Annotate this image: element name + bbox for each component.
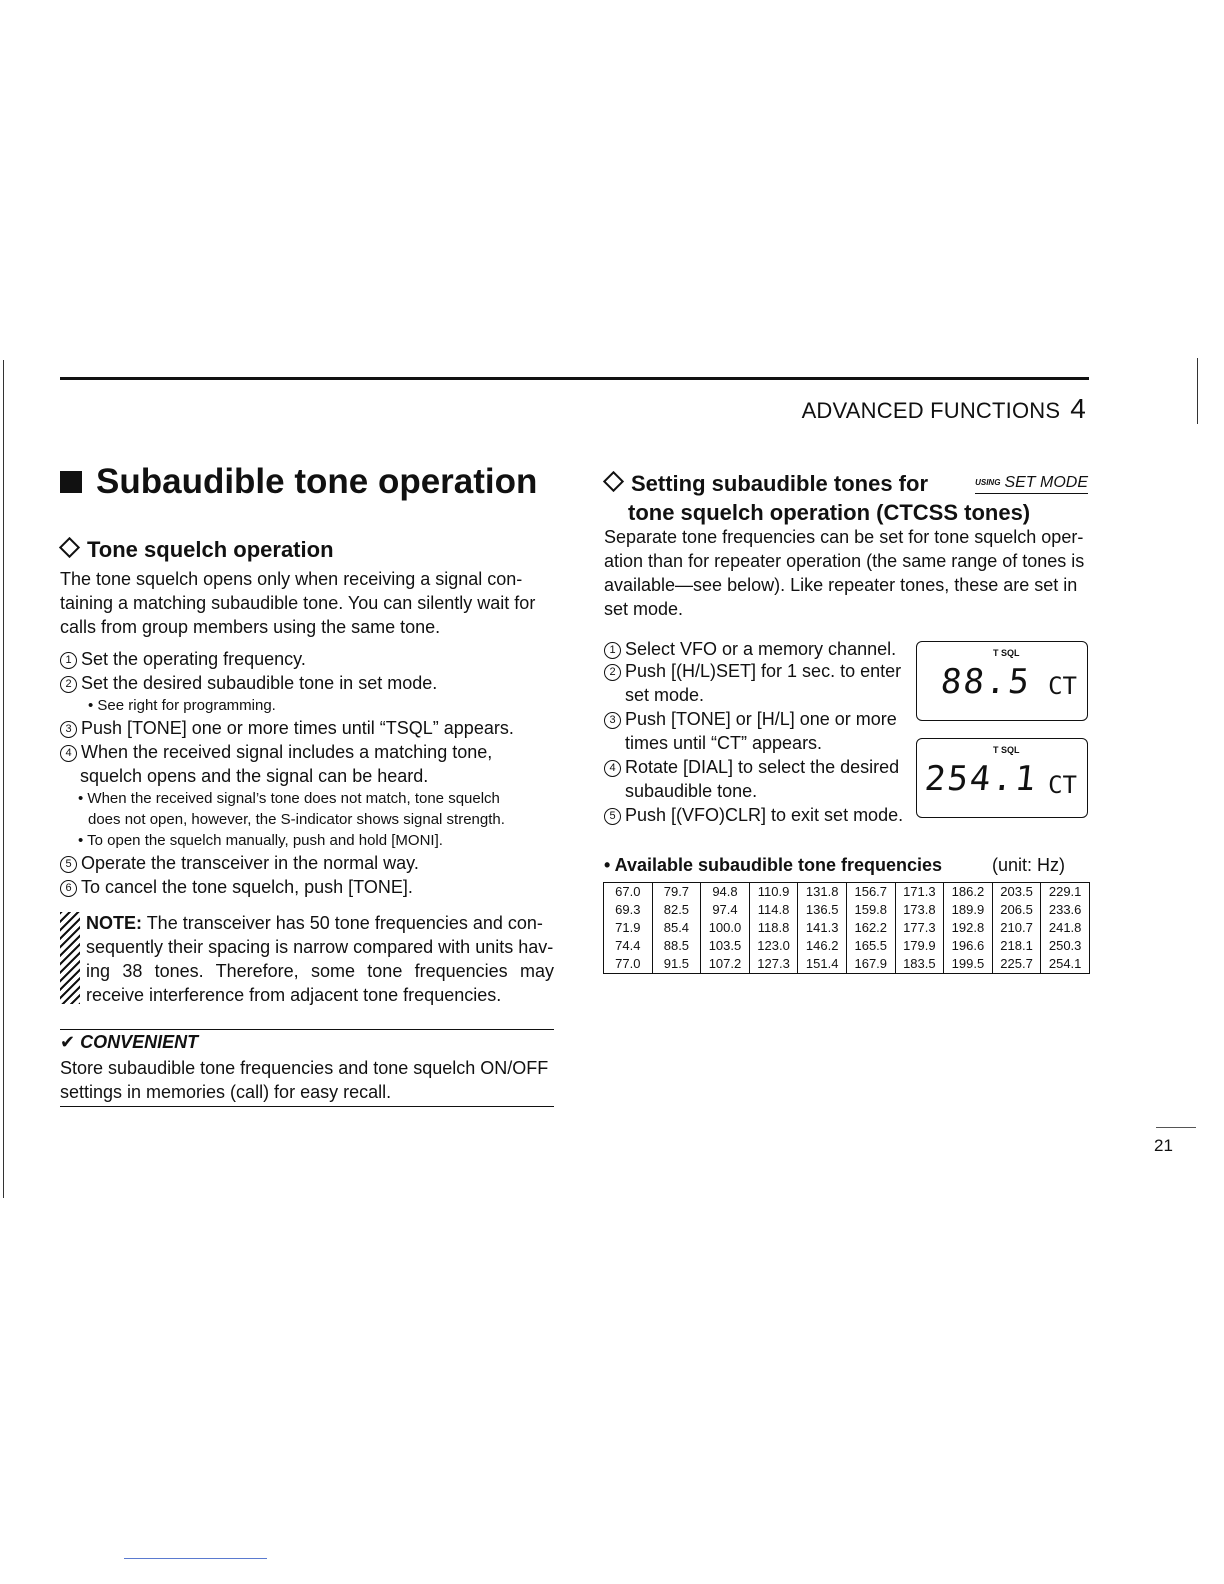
lcd-display-2 [916, 738, 1088, 818]
table-cell: 141.3 [798, 919, 847, 937]
table-cell: 167.9 [846, 955, 895, 974]
table-cell: 192.8 [944, 919, 993, 937]
tone-squelch-section [60, 537, 552, 899]
step-text: Push [(VFO)CLR] to exit set mode. [625, 805, 904, 825]
step-text: Push [TONE] or [H/L] one or more [625, 709, 897, 729]
step-text-cont: set mode. [625, 685, 705, 705]
table-cell: 218.1 [992, 937, 1041, 955]
setting-step [604, 659, 904, 683]
table-cell: 196.6 [944, 937, 993, 955]
step-number: 2 [60, 676, 77, 693]
step-bullet: • To open the squelch manually, push and hold [MONI]. [78, 832, 443, 849]
note-hatch-icon [60, 912, 80, 1004]
step-text: Operate the transceiver in the normal way. [81, 853, 419, 873]
step-number: 2 [604, 664, 621, 681]
page-number: 21 [1154, 1136, 1173, 1155]
table-cell: 74.4 [604, 937, 653, 955]
step-bullet: does not open, however, the S-indicator shows signal strength. [88, 811, 505, 828]
step-text: Push [TONE] one or more times until “TSQL” appears. [81, 718, 514, 738]
note-line [86, 911, 554, 935]
setting-step [604, 803, 904, 827]
set-mode-tag [975, 474, 1088, 494]
diamond-icon [59, 537, 80, 558]
step-item [60, 716, 552, 740]
main-heading-text: Subaudible tone operation [96, 462, 538, 501]
step-item [60, 875, 552, 899]
step-text: Push [(H/L)SET] for 1 sec. to enter [625, 661, 902, 681]
table-cell: 156.7 [846, 883, 895, 902]
setting-step [604, 637, 904, 661]
setting-intro-line: set mode. [604, 599, 684, 619]
table-cell: 127.3 [749, 955, 798, 974]
lcd-display-1 [916, 641, 1088, 721]
lcd-mode: CT [1048, 672, 1077, 700]
step-text-cont: squelch opens and the signal can be heard. [80, 766, 429, 786]
setting-intro-line: Separate tone frequencies can be set for tone squelch oper- [604, 527, 1084, 547]
step-number: 5 [604, 808, 621, 825]
table-cell: 71.9 [604, 919, 653, 937]
table-row [604, 937, 1090, 955]
table-cell: 203.5 [992, 883, 1041, 902]
chapter-number: 4 [1070, 393, 1086, 424]
note-line: ing 38 tones. Therefore, some tone frequencies may [86, 961, 554, 981]
intro-line: taining a matching subaudible tone. You can silently wait for [60, 593, 536, 613]
table-cell: 186.2 [944, 883, 993, 902]
step-number: 6 [60, 880, 77, 897]
tone-table-unit: (unit: Hz) [992, 855, 1066, 875]
step-text: Set the desired subaudible tone in set mode. [81, 673, 438, 693]
step-number: 1 [604, 642, 621, 659]
table-cell: 165.5 [846, 937, 895, 955]
tone-table-title: • Available subaudible tone frequencies [604, 855, 943, 875]
step-number: 4 [60, 745, 77, 762]
setting-heading-line2: tone squelch operation (CTCSS tones) [628, 500, 1031, 525]
tone-squelch-intro [60, 567, 552, 639]
section-header [802, 393, 1086, 425]
step-number: 3 [604, 712, 621, 729]
tone-squelch-steps [60, 647, 552, 899]
convenient-top-rule [60, 1029, 554, 1030]
convenient-title: ✔ CONVENIENT [60, 1032, 199, 1052]
page-number-rule [1156, 1127, 1196, 1128]
table-cell: 100.0 [701, 919, 750, 937]
note-line: receive interference from adjacent tone frequencies. [86, 985, 502, 1005]
table-cell: 146.2 [798, 937, 847, 955]
intro-line: calls from group members using the same tone. [60, 617, 441, 637]
table-cell: 241.8 [1041, 919, 1090, 937]
left-edge-line [3, 360, 4, 1198]
convenient-bottom-rule [60, 1106, 554, 1107]
square-bullet-icon [60, 471, 82, 493]
footer-line [124, 1558, 267, 1559]
lcd-digits: 88.5 [938, 662, 1033, 702]
table-cell: 123.0 [749, 937, 798, 955]
table-row [604, 883, 1090, 902]
table-cell: 173.8 [895, 901, 944, 919]
table-cell: 91.5 [652, 955, 701, 974]
table-cell: 171.3 [895, 883, 944, 902]
setting-heading [604, 471, 1030, 526]
step-text-cont: subaudible tone. [625, 781, 758, 801]
step-number: 4 [604, 760, 621, 777]
table-cell: 136.5 [798, 901, 847, 919]
tone-squelch-heading-text: Tone squelch operation [87, 537, 334, 562]
convenient-text [60, 1056, 554, 1104]
table-cell: 69.3 [604, 901, 653, 919]
step-number: 1 [60, 652, 77, 669]
table-cell: 118.8 [749, 919, 798, 937]
note-text: The transceiver has 50 tone frequencies and con- [146, 913, 543, 933]
table-cell: 107.2 [701, 955, 750, 974]
setting-intro-line: available—see below). Like repeater tones, these are set in [604, 575, 1078, 595]
convenient-line: Store subaudible tone frequencies and tone squelch ON/OFF [60, 1058, 549, 1078]
table-cell: 97.4 [701, 901, 750, 919]
table-cell: 88.5 [652, 937, 701, 955]
table-cell: 233.6 [1041, 901, 1090, 919]
table-cell: 183.5 [895, 955, 944, 974]
right-edge-line [1197, 358, 1198, 424]
diamond-icon [603, 471, 624, 492]
main-heading [60, 462, 537, 502]
lcd-mode: CT [1048, 771, 1077, 799]
step-number: 3 [60, 721, 77, 738]
table-row [604, 955, 1090, 974]
table-cell: 225.7 [992, 955, 1041, 974]
table-row [604, 901, 1090, 919]
setting-intro [604, 525, 1090, 621]
table-cell: 114.8 [749, 901, 798, 919]
setting-heading-line1: Setting subaudible tones for [631, 471, 929, 496]
setting-step [604, 707, 904, 731]
step-text: Rotate [DIAL] to select the desired [625, 757, 900, 777]
table-cell: 177.3 [895, 919, 944, 937]
step-number: 5 [60, 856, 77, 873]
step-text: When the received signal includes a matching tone, [81, 742, 493, 762]
tsql-indicator: T SQL [993, 745, 1020, 755]
step-text-cont: times until “CT” appears. [625, 733, 823, 753]
setting-step [604, 755, 904, 779]
step-item [60, 740, 552, 764]
note-line: sequently their spacing is narrow compared with units hav- [86, 937, 554, 957]
table-cell: 110.9 [749, 883, 798, 902]
table-cell: 85.4 [652, 919, 701, 937]
table-cell: 79.7 [652, 883, 701, 902]
setting-intro-line: ation than for repeater operation (the same range of tones is [604, 551, 1085, 571]
set-mode-using: USING [975, 478, 1001, 487]
step-text: Set the operating frequency. [81, 649, 306, 669]
table-cell: 179.9 [895, 937, 944, 955]
table-cell: 206.5 [992, 901, 1041, 919]
table-cell: 159.8 [846, 901, 895, 919]
table-cell: 151.4 [798, 955, 847, 974]
step-bullet: • See right for programming. [88, 697, 276, 714]
table-cell: 229.1 [1041, 883, 1090, 902]
note-block [86, 911, 554, 1007]
section-title: ADVANCED FUNCTIONS [801, 398, 1061, 423]
table-cell: 131.8 [798, 883, 847, 902]
tsql-indicator: T SQL [993, 648, 1020, 658]
step-item [60, 647, 552, 671]
table-cell: 82.5 [652, 901, 701, 919]
table-cell: 103.5 [701, 937, 750, 955]
table-cell: 254.1 [1041, 955, 1090, 974]
table-cell: 199.5 [944, 955, 993, 974]
set-mode-label: SET MODE [1004, 474, 1088, 491]
table-cell: 94.8 [701, 883, 750, 902]
table-cell: 189.9 [944, 901, 993, 919]
table-row [604, 919, 1090, 937]
convenient-line: settings in memories (call) for easy recall. [60, 1082, 392, 1102]
step-text: Select VFO or a memory channel. [625, 639, 897, 659]
step-text: To cancel the tone squelch, push [TONE]. [81, 877, 413, 897]
table-cell: 250.3 [1041, 937, 1090, 955]
table-cell: 77.0 [604, 955, 653, 974]
table-cell: 67.0 [604, 883, 653, 902]
step-item [60, 851, 552, 875]
step-item [60, 671, 552, 695]
header-rule [60, 377, 1089, 380]
setting-steps [604, 637, 904, 827]
tone-squelch-heading [60, 537, 552, 563]
step-bullet: • When the received signal’s tone does not match, tone squelch [78, 790, 500, 807]
tone-table [603, 882, 1090, 974]
lcd-digits: 254.1 [922, 759, 1040, 799]
table-cell: 210.7 [992, 919, 1041, 937]
note-label: NOTE: [86, 913, 142, 933]
table-cell: 162.2 [846, 919, 895, 937]
intro-line: The tone squelch opens only when receiving a signal con- [60, 569, 523, 589]
